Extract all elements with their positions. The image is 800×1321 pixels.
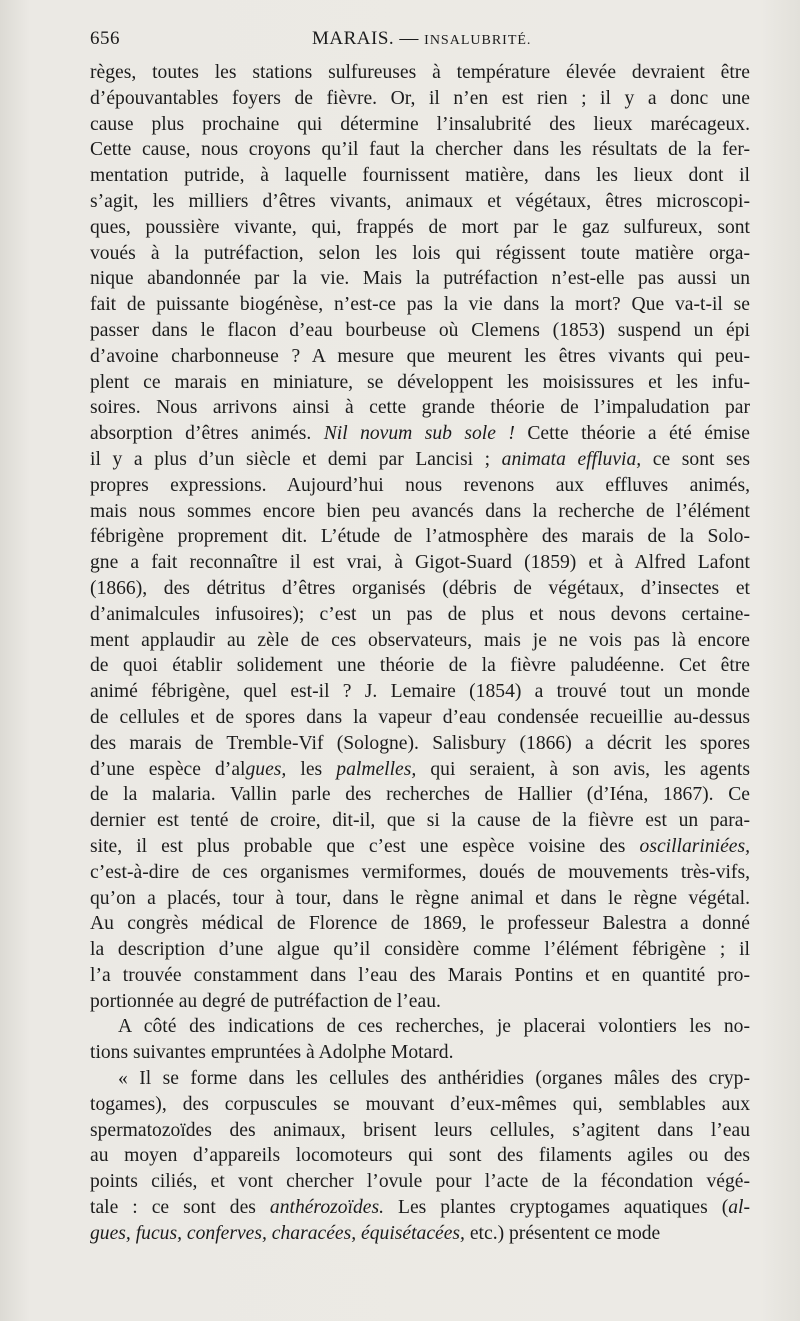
text-line: s’agit, les milliers d’êtres vivants, animaux et végétaux, êtres microscopi- xyxy=(90,190,750,212)
text-line: de la malaria. Vallin parle des recherches de Hallier (d’Iéna, 1867). Ce xyxy=(90,784,750,806)
running-title xyxy=(312,28,531,50)
body-text xyxy=(90,60,750,1247)
text-line: tale : ce sont des anthérozoïdes. Les plantes cryptogames aquatiques (al- xyxy=(90,1197,750,1219)
text-line: d’épouvantables foyers de fièvre. Or, il n’en est rien ; il y a donc une xyxy=(90,87,750,109)
text-line: cause plus prochaine qui détermine l’insalubrité des lieux marécageux. xyxy=(90,113,750,135)
text-line: propres expressions. Aujourd’hui nous revenons aux effluves animés, xyxy=(90,474,750,496)
text-line: de cellules et de spores dans la vapeur d’eau condensée recueillie au-dessus xyxy=(90,706,750,728)
text-line: de quoi établir solidement une théorie de la fièvre paludéenne. Cet être xyxy=(90,655,750,677)
text-line: tions suivantes empruntées à Adolphe Motard. xyxy=(90,1042,454,1064)
text-line: voués à la putréfaction, selon les lois qui régissent toute matière orga- xyxy=(90,242,750,264)
text-line: mais nous sommes encore bien peu avancés dans la recherche de l’élément xyxy=(90,500,750,522)
running-title-main: MARAIS. — xyxy=(312,28,419,49)
text-line: dernier est tenté de croire, dit-il, que si la cause de la fièvre est un para- xyxy=(90,810,750,832)
text-line: nique abandonnée par la vie. Mais la putréfaction n’est-elle pas aussi un xyxy=(90,268,750,290)
text-line: ques, poussière vivante, qui, frappés de mort par le gaz sulfureux, sont xyxy=(90,216,750,238)
text-line: passer dans le flacon d’eau bourbeuse où Clemens (1853) suspend un épi xyxy=(90,319,750,341)
text-line: il y a plus d’un siècle et demi par Lancisi ; animata effluvia, ce sont ses xyxy=(90,448,750,470)
text-line: ment applaudir au zèle de ces observateurs, mais je ne vois pas là encore xyxy=(90,629,750,651)
text-line: d’une espèce d’algues, les palmelles, qui seraient, à son avis, les agents xyxy=(90,758,751,780)
paragraph xyxy=(90,1014,750,1066)
text-line: portionnée au degré de putréfaction de l’eau. xyxy=(90,990,441,1012)
text-line: mentation putride, à laquelle fournissent matière, dans les lieux dont il xyxy=(90,165,750,187)
text-line: Cette cause, nous croyons qu’il faut la chercher dans les résultats de la fer- xyxy=(90,139,750,161)
text-line: règes, toutes les stations sulfureuses à température élevée devraient être xyxy=(90,62,750,83)
text-line: « Il se forme dans les cellules des anthéridies (organes mâles des cryp- xyxy=(118,1068,750,1090)
text-line: l’a trouvée constamment dans l’eau des Marais Pontins et en quantité pro- xyxy=(90,964,750,986)
text-line: points ciliés, et vont chercher l’ovule pour l’acte de la fécondation végé- xyxy=(90,1171,750,1193)
text-line: d’animalcules infusoires); c’est un pas de plus et nous devons certaine- xyxy=(90,603,750,625)
text-line: fait de puissante biogénèse, n’est-ce pas la vie dans la mort? Que va-t-il se xyxy=(90,294,750,316)
text-line: d’avoine charbonneuse ? A mesure que meurent les êtres vivants qui peu- xyxy=(90,345,750,367)
text-line: spermatozoïdes des animaux, brisent leurs cellules, s’agitent dans l’eau xyxy=(90,1119,750,1141)
paragraph xyxy=(90,60,750,1014)
page-number: 656 xyxy=(90,28,120,49)
text-line: au moyen d’appareils locomoteurs qui sont des filaments agiles ou des xyxy=(90,1145,750,1167)
paragraph xyxy=(90,1066,750,1247)
text-line: Au congrès médical de Florence de 1869, le professeur Balestra a donné xyxy=(90,913,750,935)
text-line: togames), des corpuscules se mouvant d’eux-mêmes qui, semblables aux xyxy=(90,1093,750,1115)
text-line: soires. Nous arrivons ainsi à cette grande théorie de l’impaludation par xyxy=(90,397,750,419)
running-title-sub: INSALUBRITÉ. xyxy=(424,33,532,48)
text-line: qu’on a placés, tour à tour, dans le règne animal et dans le règne végétal. xyxy=(90,887,750,909)
text-line: absorption d’êtres animés. Nil novum sub sole ! Cette théorie a été émise xyxy=(90,423,751,445)
text-line: animé fébrigène, quel est-il ? J. Lemaire (1854) a trouvé tout un monde xyxy=(90,681,750,703)
page-header xyxy=(90,28,750,58)
text-line: fébrigène proprement dit. L’étude de l’atmosphère des marais de la Solo- xyxy=(90,526,750,548)
text-line: (1866), des détritus d’êtres organisés (débris de végétaux, d’insectes et xyxy=(90,577,750,599)
text-line: des marais de Tremble-Vif (Sologne). Salisbury (1866) a décrit les spores xyxy=(90,732,750,754)
text-line: gues, fucus, conferves, characées, équisétacées, etc.) présentent ce mode xyxy=(90,1222,661,1244)
text-line: la description d’une algue qu’il considère comme l’élément fébrigène ; il xyxy=(90,939,750,961)
text-line: plent ce marais en miniature, se développent les moisissures et les infu- xyxy=(90,371,750,393)
text-line: site, il est plus probable que c’est une espèce voisine des oscillariniées, xyxy=(90,835,750,857)
text-line: gne a fait reconnaître il est vrai, à Gigot-Suard (1859) et à Alfred Lafont xyxy=(90,552,750,574)
text-line: A côté des indications de ces recherches, je placerai volontiers les no- xyxy=(118,1016,750,1038)
text-line: c’est-à-dire de ces organismes vermiformes, doués de mouvements très-vifs, xyxy=(90,861,750,883)
